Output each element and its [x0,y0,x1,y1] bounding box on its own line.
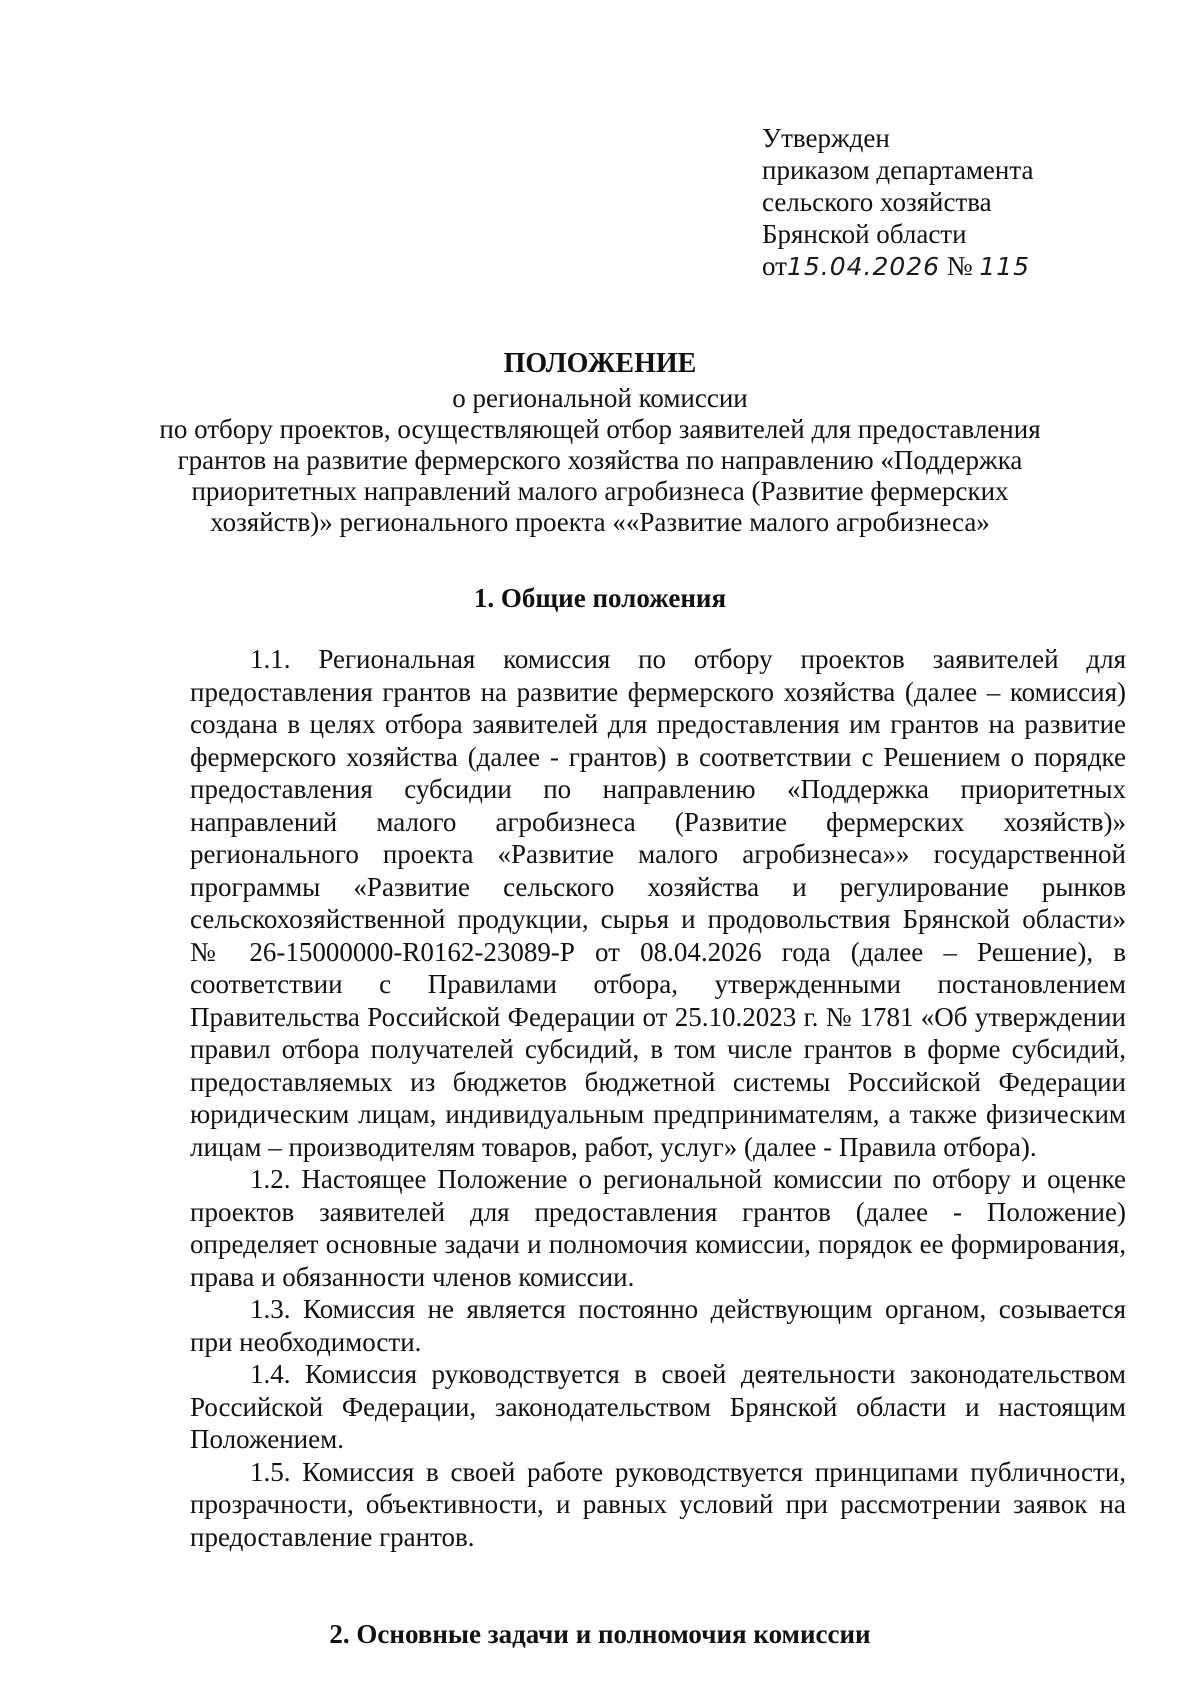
title-line-3: грантов на развитие фермерского хозяйства по направлению «Поддержка [177,445,1023,475]
paragraph-1-1: 1.1. Региональная комиссия по отбору проектов заявителей для предоставления грантов на развитие фермерского хозяйства (далее – комиссия) создана в целях отбора заявителей для предоставления им грантов на развитие фермерского хозяйства (далее - грантов) в соответствии с Решением о порядке предоставления субсидии по направлению «Поддержка приоритетных направлений малого агробизнеса (Развитие фермерских хозяйств)» регионального проекта «Развитие малого агробизнеса»» государственной программы «Развитие сельского хозяйства и регулирование рынков сельскохозяйственной продукции, сырья и продовольствия Брянской области» № 26-15000000-R0162-23089-Р от 08.04.2026 года (далее – Решение), в соответствии с Правилами отбора, утвержденными постановлением Правительства Российской Федерации от 25.10.2023 г. № 1781 «Об утверждении правил отбора получателей субсидий, в том числе грантов в форме субсидий, предоставляемых из бюджетов бюджетной системы Российской Федерации юридическим лицам, индивидуальным предпринимателям, а также физическим лицам – производителям товаров, работ, услуг» (далее - Правила отбора). [190,644,1126,1162]
approval-date-line [762,250,1033,283]
paragraph-1-5: 1.5. Комиссия в своей работе руководствуется принципами публичности, прозрачности, объективности, и равных условий при рассмотрении заявок на предоставление грантов. [190,1456,1126,1552]
approval-line-2: приказом департамента [762,155,1034,185]
paragraph-1-2: 1.2. Настоящее Положение о региональной комиссии по отбору и оценке проектов заявителей для предоставления грантов (далее - Положение) определяет основные задачи и полномочия комиссии, порядок ее формирования, права и обязанности членов комиссии. [190,1164,1126,1292]
paragraph-1-3: 1.3. Комиссия не является постоянно действующим органом, созывается при необходимости. [190,1294,1126,1357]
paragraph-1-4: 1.4. Комиссия руководствуется в своей деятельности законодательством Российской Федерации, законодательством Брянской области и настоящим Положением. [190,1359,1126,1454]
approval-number-sign: № [946,251,973,281]
approval-line-1: Утвержден [762,123,890,153]
approval-line-3: сельского хозяйства [762,187,992,217]
document-title: ПОЛОЖЕНИЕ [503,348,697,379]
title-line-1: о региональной комиссии [452,383,748,413]
title-line-5: хозяйств)» регионального проекта ««Развитие малого агробизнеса» [210,507,990,537]
section-1-body [190,643,1126,1553]
title-line-4: приоритетных направлений малого агробизнеса (Развитие фермерских [191,476,1009,506]
section-1-heading: 1. Общие положения [473,583,727,613]
title-line-2: по отбору проектов, осуществляющей отбор заявителей для предоставления [159,414,1041,444]
document-title-block [140,348,1060,538]
section-2-heading: 2. Основные задачи и полномочия комиссии [329,1619,871,1649]
approval-date-handwritten: 15.04.2026 [786,252,941,281]
approval-number-handwritten: 115 [979,252,1031,281]
approval-line-4: Брянской области [762,219,967,249]
approval-stamp [762,122,1033,283]
approval-date-prefix: от [762,251,787,281]
